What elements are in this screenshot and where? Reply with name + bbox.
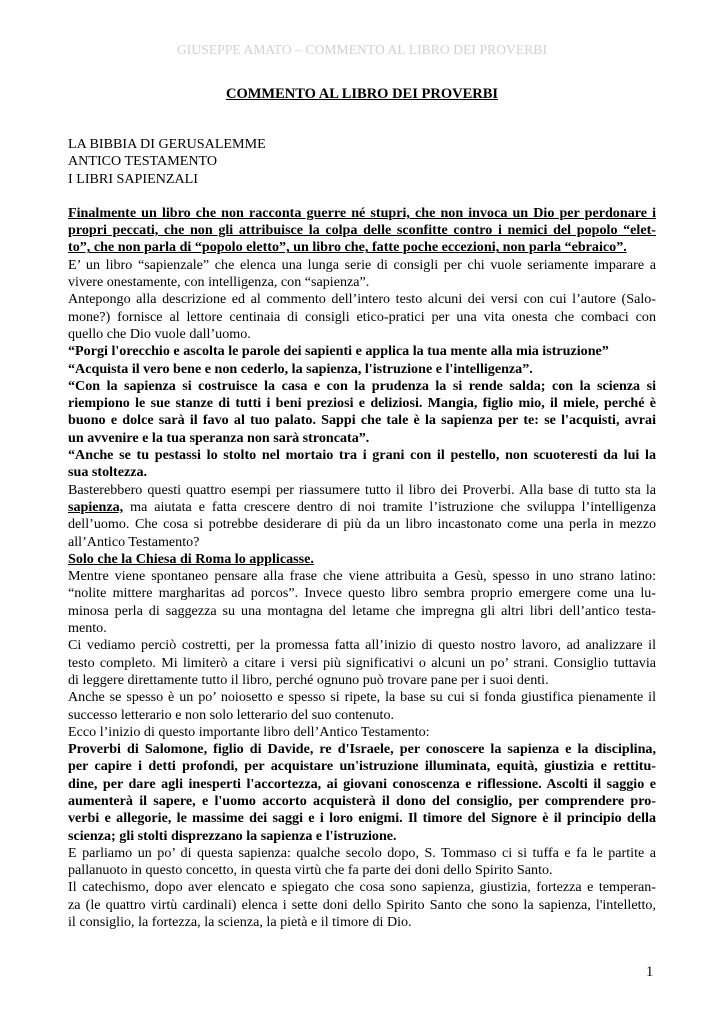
quote-line: riempiono le sue stanze di tutti i beni preziosi e deliziosi. Mangia, figlio mio, il miele, perché è <box>68 395 656 412</box>
body-line: Ecco l’inizio di questo importante libro dell’Antico Testamento: <box>68 723 430 740</box>
quote-line: dine, per dare agli inesperti l'accortezza, ai giovani conoscenza e riflessione. Ascolti il saggio e <box>68 775 656 792</box>
document-title: COMMENTO AL LIBRO DEI PROVERBI <box>225 86 499 102</box>
section-heading: Solo che la Chiesa di Roma lo applicasse. <box>68 550 314 567</box>
quote-line: aumenterà il sapere, e l'uomo accorto acquisterà il dono del consiglio, per comprendere pro- <box>68 792 656 809</box>
body-line: dell’uomo. Che cosa si potrebbe desiderare di più da un libro incastonato come una perla in mezzo <box>68 516 656 533</box>
body-line: Anche se spesso è un po’ noiosetto e spesso si ripete, la base su cui si fonda giustifica pienamente il <box>68 689 656 706</box>
body-line: pallanuoto in questo concetto, in questa virtù che fa parte dei doni dello Spirito Santo. <box>68 862 553 879</box>
body-line: di leggere direttamente tutto il libro, perché ognuno può trovare pane per i suoi denti. <box>68 671 549 688</box>
body-line: minosa perla di saggezza su una montagna del letame che impregna gli altri libri dell’antico testa- <box>68 602 656 619</box>
body-line: Basterebbero questi quattro esempi per riassumere tutto il libro dei Proverbi. Alla base di tutto sta la <box>68 481 656 498</box>
document-body <box>68 136 656 931</box>
body-line: successo letterario e non solo letterario del suo contenuto. <box>68 706 395 723</box>
subtitle-line: I LIBRI SAPIENZALI <box>68 170 198 187</box>
quote-line: verbi e allegorie, le massime dei saggi e i loro enigmi. Il timore del Signore è il principio della <box>68 810 656 827</box>
body-line: il consiglio, la fortezza, la scienza, la pietà e il timore di Dio. <box>68 914 412 931</box>
body-line: vivere onestamente, con intelligenza, con “sapienza”. <box>68 274 370 291</box>
quote-line: “Acquista il vero bene e non cederlo, la sapienza, l'istruzione e l'intelligenza”. <box>68 360 533 377</box>
body-line: E parliamo un po’ di questa sapienza: qualche secolo dopo, S. Tommaso ci si tuffa e fa le partite a <box>68 844 656 861</box>
body-line: Ci vediamo perciò costretti, per la promessa fatta all’inizio di questo nostro lavoro, ad analizzare il <box>68 637 656 654</box>
body-line: za (le quattro virtù cardinali) elenca i sette doni dello Spirito Santo che sono la sapienza, l'intelletto, <box>68 896 656 913</box>
body-line: quello che Dio vuole dall’uomo. <box>68 325 251 342</box>
body-line: E’ un libro “sapienzale” che elenca una lunga serie di consigli per chi vuole seriamente imparare a <box>68 256 656 273</box>
intro-line: Finalmente un libro che non racconta guerre né stupri, che non invoca un Dio per perdonare i <box>68 204 656 221</box>
body-line: “nolite mittere margharitas ad porcos”. Invece questo libro sembra proprio emergere come una lu- <box>68 585 656 602</box>
sapienza-emphasis: sapienza, <box>68 498 124 515</box>
subtitle-line: LA BIBBIA DI GERUSALEMME <box>68 136 266 152</box>
spacer <box>68 188 656 205</box>
quote-line: un avvenire e la tua speranza non sarà stroncata”. <box>68 429 370 446</box>
quote-line: per capire i detti profondi, per acquistare un'istruzione illuminata, equità, giustizia e rettitu- <box>68 758 656 775</box>
quote-line: scienza; gli stolti disprezzano la sapienza e l'istruzione. <box>68 827 397 844</box>
body-line: testo completo. Mi limiterò a citare i versi più significativi o alcuni un po’ strani. Consiglio tuttavia <box>68 654 656 671</box>
quote-line: sua stoltezza. <box>68 464 148 481</box>
intro-line: to”, che non parla di “popolo eletto”, un libro che, fatte poche eccezioni, non parla “ebraico”. <box>68 239 627 256</box>
body-line: Mentre viene spontaneo pensare alla frase che viene attribuita a Gesù, spesso in uno strano latino: <box>68 568 656 585</box>
quote-line: Proverbi di Salomone, figlio di Davide, re d'Israele, per conoscere la sapienza e la disciplina, <box>68 741 656 758</box>
body-line: Antepongo alla descrizione ed al commento dell’intero testo alcuni dei versi con cui l’autore (Salo- <box>68 291 656 308</box>
quote-line: “Porgi l'orecchio e ascolta le parole dei sapienti e applica la tua mente alla mia istruzione” <box>68 343 609 360</box>
body-line: Il catechismo, dopo aver elencato e spiegato che cosa sono sapienza, giustizia, fortezza e temperan- <box>68 879 656 896</box>
body-line: mento. <box>68 620 107 637</box>
subtitle-line: ANTICO TESTAMENTO <box>68 153 218 170</box>
quote-line: buono e dolce sarà il favo al tuo palato. Sappi che tale è la sapienza per te: se l'acquisti, avrai <box>68 412 656 429</box>
running-header: GIUSEPPE AMATO – COMMENTO AL LIBRO DEI PROVERBI <box>176 42 548 57</box>
intro-line: propri peccati, che non gli attribuisce la colpa delle sconfitte contro i nemici del popolo “elet- <box>68 222 656 239</box>
body-line-rest: ma aiutata e fatta crescere dentro di noi tramite l’istruzione che sviluppa l’intelligenza <box>123 498 656 515</box>
body-line <box>68 499 656 516</box>
body-line: all’Antico Testamento? <box>68 533 200 550</box>
quote-line: “Anche se tu pestassi lo stolto nel mortaio tra i grani con il pestello, non scuoteresti da lui la <box>68 447 656 464</box>
quote-line: “Con la sapienza si costruisce la casa e con la prudenza la si rende salda; con la scienza si <box>68 377 656 394</box>
body-line: mone?) fornisce al lettore centinaia di consigli etico-pratici per una vita onesta che combaci con <box>68 308 656 325</box>
page-number: 1 <box>646 964 654 980</box>
